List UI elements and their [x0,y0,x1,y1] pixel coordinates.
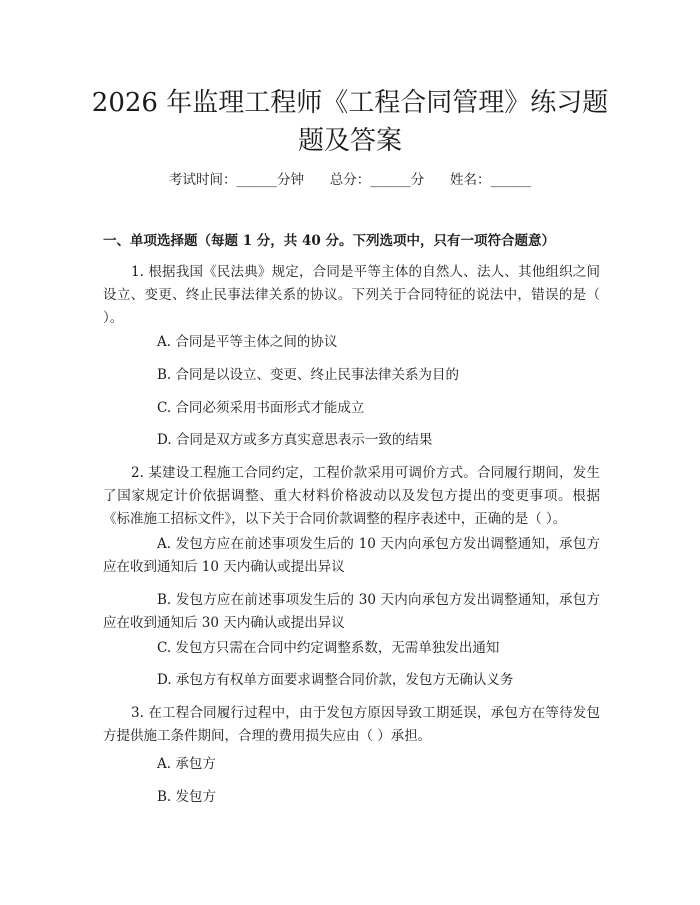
question-2-option-a: A. 发包方应在前述事项发生后的 10 天内向承包方发出调整通知，承包方应在收到通知后 10 天内确认或提出异议 [103,536,600,575]
question-2-option-b: B. 发包方应在前述事项发生后的 30 天内向承包方发出调整通知，承包方应在收到通知后 30 天内确认或提出异议 [103,592,600,631]
question-1-option-a: A. 合同是平等主体之间的协议 [157,334,338,350]
question-3-stem: 3. 在工程合同履行过程中，由于发包方原因导致工期延误，承包方在等待发包方提供施工条件期间，合理的费用损失应由（ ）承担。 [103,705,600,744]
question-3-option-a: A. 承包方 [157,756,216,772]
question-2-option-c: C. 发包方只需在合同中约定调整系数，无需单独发出通知 [157,640,500,656]
question-2-option-d: D. 承包方有权单方面要求调整合同价款，发包方无确认义务 [157,672,514,688]
title-line-1: 2026 年监理工程师《工程合同管理》练习题 [91,88,609,118]
question-1-option-b: B. 合同是以设立、变更、终止民事法律关系为目的 [157,367,460,383]
title-line-2: 题及答案 [297,126,402,156]
question-2-stem: 2. 某建设工程施工合同约定，工程价款采用可调价方式。合同履行期间，发生了国家规定计价依据调整、重大材料价格波动以及发包方提出的变更事项。根据《标准施工招标文件》，以下关于合同价款调整的程序表述中，正确的是（ ）。 [103,465,600,527]
exam-info-line: 考试时间：______分钟 总分：______分 姓名：______ [169,172,531,188]
question-1-option-c: C. 合同必须采用书面形式才能成立 [157,400,365,416]
question-1-stem: 1. 根据我国《民法典》规定，合同是平等主体的自然人、法人、其他组织之间设立、变更、终止民事法律关系的协议。下列关于合同特征的说法中，错误的是（ ）。 [103,264,600,326]
question-1-option-d: D. 合同是双方或多方真实意思表示一致的结果 [157,432,433,448]
question-3-option-b: B. 发包方 [157,789,217,805]
section-heading: 一、单项选择题（每题 1 分，共 40 分。下列选项中，只有一项符合题意） [103,233,555,249]
document-title [80,84,620,160]
